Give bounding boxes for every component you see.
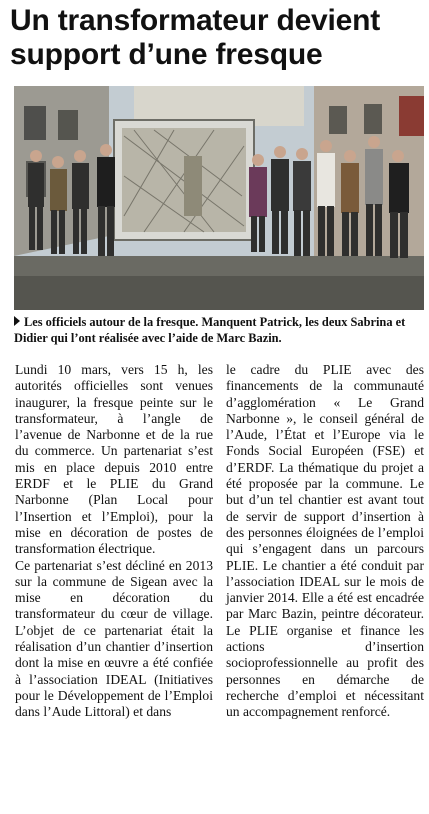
photo-caption bbox=[14, 314, 422, 346]
caption-text: Les officiels autour de la fresque. Manquent Patrick, les deux Sabrina et Didier qui l’ont réalisée avec l’aide de Marc Bazin. bbox=[14, 315, 406, 345]
article-column-left bbox=[15, 362, 213, 721]
article-column-right bbox=[226, 362, 424, 721]
article-headline: Un transformateur devient support d’une fresque bbox=[10, 4, 381, 71]
paragraph: le cadre du PLIE avec des financements de la communauté d’agglomération « Le Grand Narbonne », le conseil général de l’Aude, l’État et l’Europe via le Fonds Social Européen (FSE) et d’ERDF. La thématique du projet a été proposée par la commune. Le but d’un tel chantier est avant tout de servir de support d’insertion à des personnes éloignées de l’emploi qui s’engagent dans un parcours PLIE. Le chantier a été conduit par l’association IDEAL sur le mois de janvier 2014. Elle a été est encadrée par Marc Bazin, peintre décorateur. Le PLIE organise et finance les actions d’insertion socioprofessionnelle au profit des personnes en démarche de recherche d’emploi et nécessitant un accompagnement renforcé. bbox=[226, 362, 424, 720]
caption-arrow-icon bbox=[14, 316, 20, 326]
article-photo bbox=[14, 86, 424, 310]
paragraph: Lundi 10 mars, vers 15 h, les autorités officielles sont venues inaugurer, la fresque peinte sur le transformateur, à l’angle de l’avenue de Narbonne et de la rue du commerce. Un partenariat s’est mis en place depuis 2010 entre ERDF et le PLIE du Grand Narbonne (Plan Local pour l’Insertion et l’Emploi), pour la mise en décoration de postes de transformation électrique. bbox=[15, 362, 213, 557]
paragraph: Ce partenariat s’est décliné en 2013 sur la commune de Sigean avec la mise en décoration du transformateur du cœur de village. L’objet de ce partenariat était la réalisation d’un chantier d’insertion dont la mise en œuvre a été confiée à l’association IDEAL (Initiatives pour le Développement de l’Emploi dans l’Aude Littoral) et dans bbox=[15, 557, 213, 720]
